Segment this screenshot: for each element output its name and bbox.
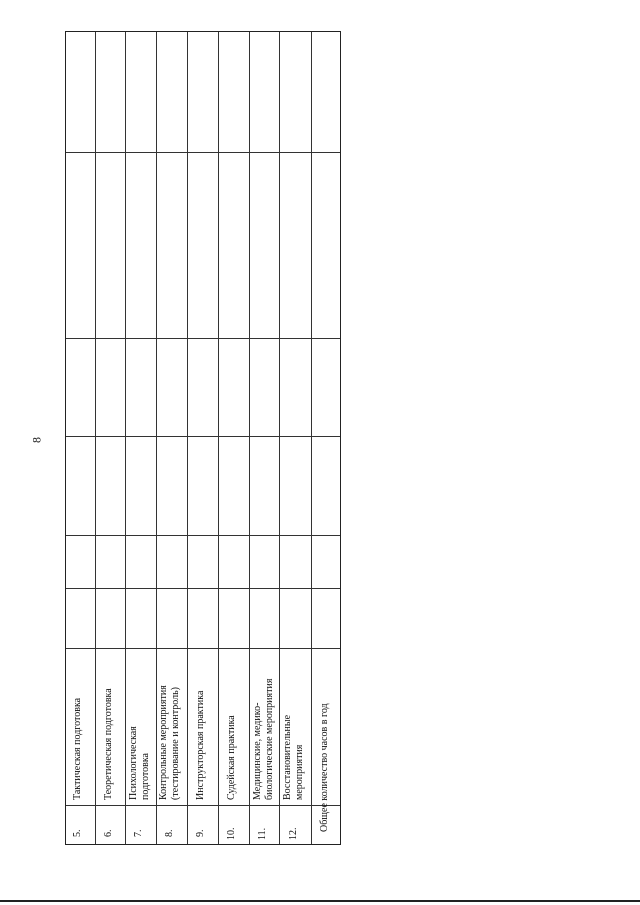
row-number: 10. [226, 827, 237, 840]
row-divider [279, 32, 280, 844]
row-label: Психологическая [128, 726, 139, 800]
column-divider [66, 152, 340, 153]
row-number: 11. [257, 827, 268, 840]
row-divider [156, 32, 157, 844]
row-label: мероприятия [294, 744, 305, 800]
row-label: Тактическая подготовка [72, 697, 83, 800]
plan-table [65, 31, 341, 845]
row-divider [218, 32, 219, 844]
row-number: 7. [133, 829, 144, 837]
column-divider [66, 648, 340, 649]
column-divider [66, 535, 340, 536]
total-row-label: Общее количество часов в год [319, 703, 330, 832]
row-number: 5. [72, 829, 83, 837]
page-bottom-edge [0, 900, 640, 902]
row-divider [187, 32, 188, 844]
row-label: Теоретическая подготовка [103, 688, 114, 800]
row-divider [125, 32, 126, 844]
row-number: 12. [288, 827, 299, 840]
row-divider [311, 32, 312, 844]
row-label: Восстановительные [282, 714, 293, 800]
column-divider [66, 805, 340, 806]
row-label: подготовка [140, 753, 151, 800]
row-divider [249, 32, 250, 844]
column-divider [66, 436, 340, 437]
column-divider [66, 588, 340, 589]
row-number: 9. [195, 829, 206, 837]
row-label: Судейская практика [226, 715, 237, 800]
page-number: 8 [29, 437, 44, 443]
row-label: Контрольные мероприятия [158, 685, 169, 800]
row-number: 6. [103, 829, 114, 837]
row-label: Инструкторская практика [195, 690, 206, 800]
column-divider [66, 338, 340, 339]
row-label: (тестирование и контроль) [170, 686, 181, 800]
row-number: 8. [164, 829, 175, 837]
row-label: Медицинские, медико- [252, 702, 263, 800]
row-label: биологические мероприятия [264, 678, 275, 800]
row-divider [95, 32, 96, 844]
